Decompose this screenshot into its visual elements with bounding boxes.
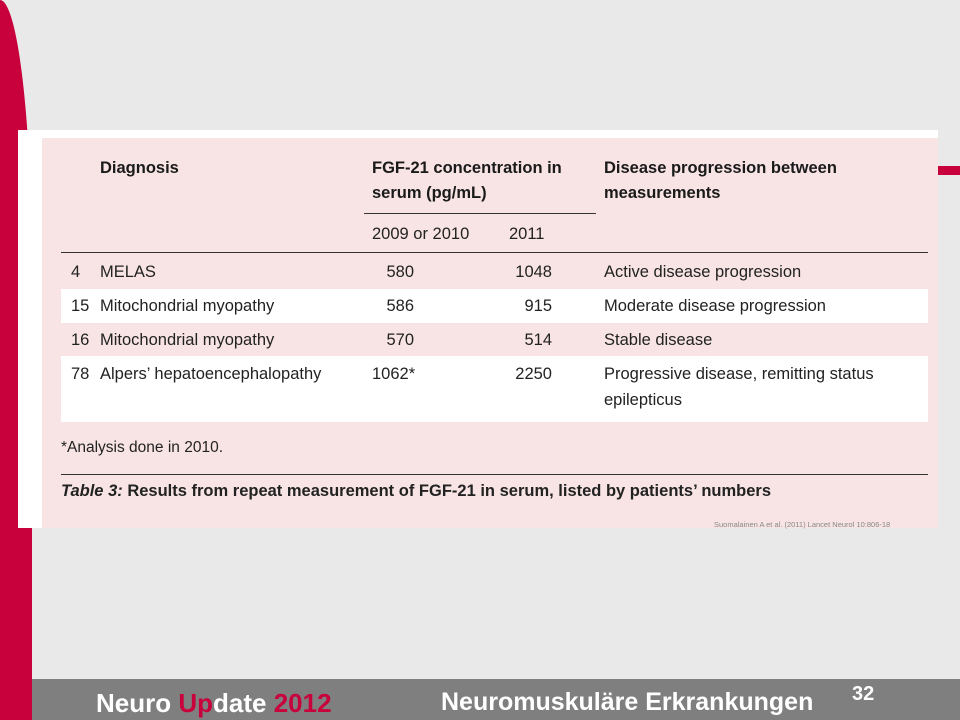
header-progression-line2: measurements — [604, 184, 721, 202]
row4-value2: 2250 — [515, 365, 552, 383]
header-diagnosis: Diagnosis — [100, 159, 179, 177]
row4-value1: 1062* — [372, 365, 416, 383]
right-accent-bar — [937, 166, 960, 175]
row1-patient: 4 — [71, 263, 81, 281]
row2-patient: 15 — [71, 297, 90, 315]
row2-diagnosis: Mitochondrial myopathy — [100, 297, 275, 315]
caption-rule — [61, 474, 928, 475]
row3-value1: 570 — [386, 331, 414, 349]
row2-value1: 586 — [386, 297, 414, 315]
results-table — [42, 138, 938, 528]
row4-diagnosis: Alpers’ hepatoencephalopathy — [100, 365, 322, 383]
table-caption — [61, 482, 771, 501]
citation: Suomalainen A et al. (2011) Lancet Neurol 10:806-18 — [714, 520, 891, 529]
header-fgf-line2: serum (pg/mL) — [372, 184, 487, 202]
row1-diagnosis: MELAS — [100, 263, 156, 281]
row4-progression-line1: Progressive disease, remitting status — [604, 365, 874, 383]
row4-progression-line2: epilepticus — [604, 391, 682, 409]
row2-progression: Moderate disease progression — [604, 297, 826, 315]
brand-part1: Neuro — [96, 688, 179, 718]
brand-year: 2012 — [273, 688, 332, 718]
fgf-header-divider — [364, 213, 596, 214]
row1-value2: 1048 — [515, 263, 552, 281]
table-figure — [18, 130, 938, 528]
header-bottom-rule — [61, 252, 928, 253]
row1-value1: 580 — [386, 263, 414, 281]
brand-highlight: Up — [178, 688, 214, 718]
header-fgf-line1: FGF-21 concentration in — [372, 159, 562, 177]
footer-brand — [96, 688, 332, 719]
caption-label: Table 3: — [61, 482, 123, 500]
row4-patient: 78 — [71, 365, 90, 383]
row3-value2: 514 — [524, 331, 552, 349]
brand-part3: date — [213, 688, 274, 718]
footer-topic: Neuromuskuläre Erkrankungen — [441, 688, 814, 716]
row3-diagnosis: Mitochondrial myopathy — [100, 331, 275, 349]
footnote: *Analysis done in 2010. — [61, 439, 224, 456]
header-progression-line1: Disease progression between — [604, 159, 837, 177]
row2-value2: 915 — [524, 297, 552, 315]
page-number: 32 — [852, 683, 875, 705]
row3-patient: 16 — [71, 331, 90, 349]
header-year2: 2011 — [509, 225, 545, 243]
row1-progression: Active disease progression — [604, 263, 802, 281]
row3-progression: Stable disease — [604, 331, 713, 349]
caption-text: Results from repeat measurement of FGF-21 in serum, listed by patients’ numbers — [122, 482, 772, 500]
header-year1: 2009 or 2010 — [372, 225, 470, 243]
